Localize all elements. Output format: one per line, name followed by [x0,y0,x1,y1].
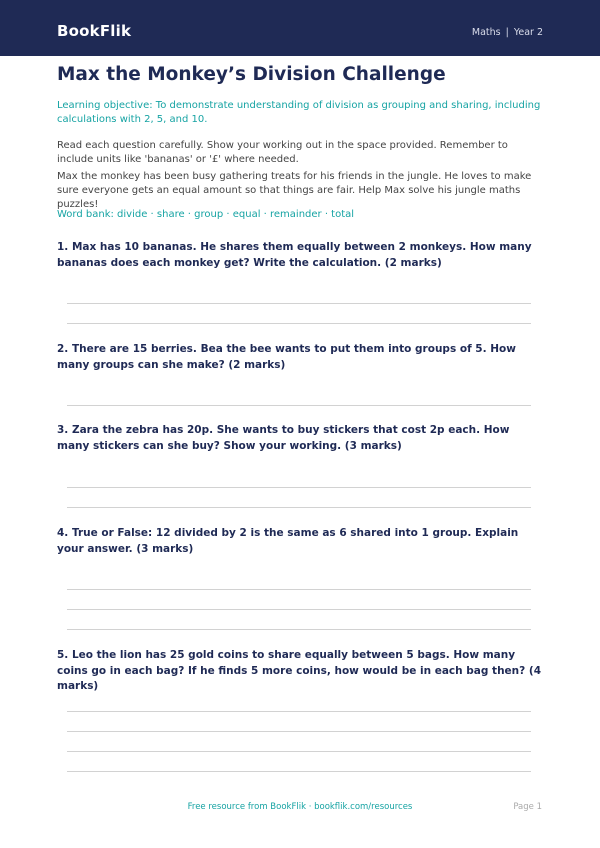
answer-line[interactable] [67,609,531,610]
instructions: Read each question carefully. Show your working out in the space provided. Remember to include units like 'bananas' or '£' where needed. [57,140,508,165]
answer-line[interactable] [67,405,531,406]
word-bank: Word bank: divide · share · group · equal · remainder · total [57,209,355,220]
intro-paragraph: Max the monkey has been busy gathering treats for his friends in the jungle. He loves to make sure everyone gets an equal amount so that things are fair. Help Max solve his jungle maths puzzles! [57,171,532,210]
question-1: 1. Max has 10 bananas. He shares them equally between 2 monkeys. How many bananas does each monkey get? Write the calculation. (2 marks) [57,241,532,269]
answer-line[interactable] [67,303,531,304]
question-4: 4. True or False: 12 divided by 2 is the same as 6 shared into 1 group. Explain your answer. (3 marks) [57,527,519,555]
question-5: 5. Leo the lion has 25 gold coins to share equally between 5 bags. How many coins go in each bag? If he finds 5 more coins, how would be in each bag then? (4 marks) [57,649,541,692]
page-number: Page 1 [513,802,542,812]
answer-line[interactable] [67,711,531,712]
question-3: 3. Zara the zebra has 20p. She wants to buy stickers that cost 2p each. How many stickers can she buy? Show your working. (3 marks) [57,424,510,452]
answer-line[interactable] [67,751,531,752]
answer-line[interactable] [67,589,531,590]
worksheet-title: Max the Monkey’s Division Challenge [57,64,446,85]
header-separator: | [505,27,509,38]
question-2: 2. There are 15 berries. Bea the bee wants to put them into groups of 5. How many groups can she make? (2 marks) [57,343,516,371]
answer-line[interactable] [67,629,531,630]
page-header [0,0,600,56]
answer-line[interactable] [67,731,531,732]
brand-logo: BookFlik [57,22,132,40]
subject-label: Maths [471,27,501,38]
footer-text: Free resource from BookFlik · bookflik.com/resources [187,802,413,812]
learning-objective: Learning objective: To demonstrate understanding of division as grouping and sharing, including calculations with 2, 5, and 10. [57,100,541,125]
answer-line[interactable] [67,323,531,324]
answer-line[interactable] [67,507,531,508]
header-meta [472,27,543,38]
answer-line[interactable] [67,487,531,488]
year-label: Year 2 [513,27,543,38]
answer-line[interactable] [67,771,531,772]
